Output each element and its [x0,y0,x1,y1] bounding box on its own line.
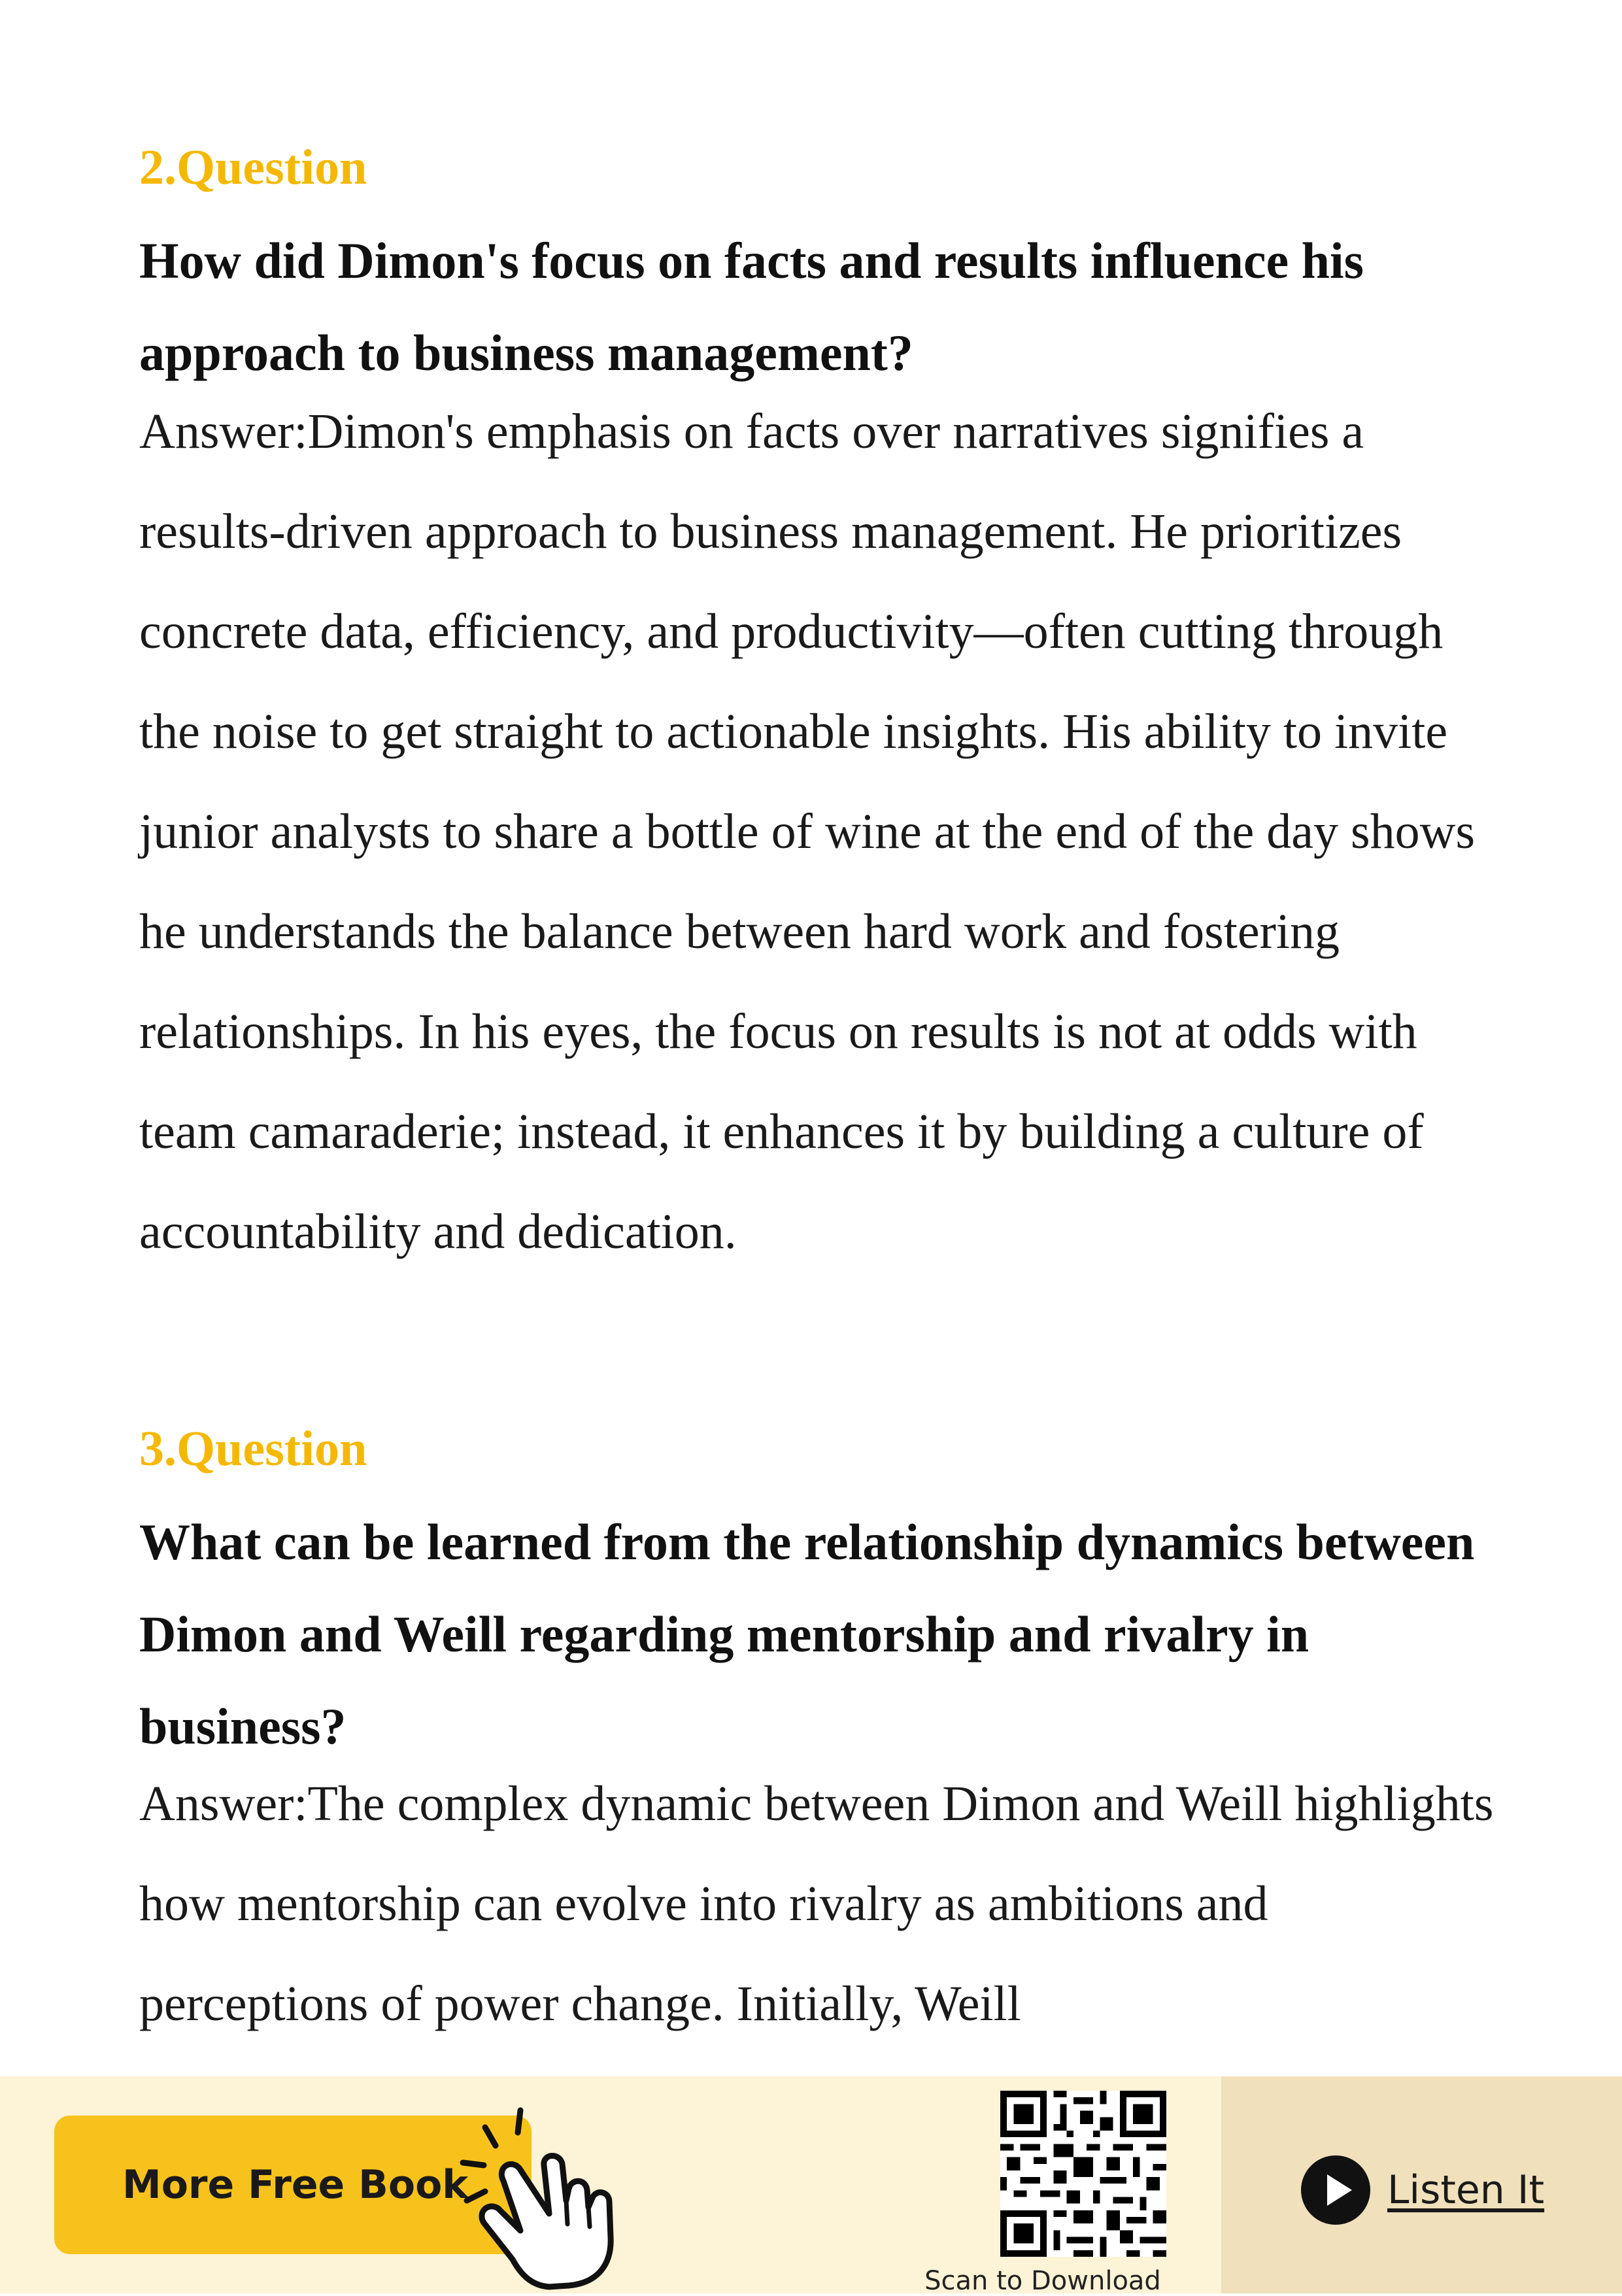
answer-2-text: Answer:Dimon's emphasis on facts over narratives signifies a results-driven approach to business management. He prioritizes concrete data, efficiency, and productivity—often cutting through the noise to get straight to actionable insights. His ability to invite junior analysts to share a bottle of wine at the end of the day shows he understands the balance between hard work and fostering relationships. In his eyes, the focus on results is not at odds with team camaraderie; instead, it enhances it by building a culture of accountability and dedication. [139,404,1476,1259]
question-3-text: What can be learned from the relationship dynamics between Dimon and Weill regarding mentorship and rivalry in business? [139,1513,1475,1755]
question-2-text: How did Dimon's focus on facts and results influence his approach to business management? [139,232,1364,381]
qr-code-icon[interactable] [1000,2091,1166,2257]
play-circle-icon [1301,2155,1370,2225]
footer-bar [0,2076,1622,2296]
pointing-hand-icon [458,2102,628,2292]
question-3-label: 3.Question [139,1421,367,1476]
question-2-label: 2.Question [139,140,367,195]
scan-to-download-label: Scan to Download [924,2266,1161,2296]
listen-it-button[interactable] [1301,2155,1544,2225]
answer-3-text: Answer:The complex dynamic between Dimon and Weill highlights how mentorship can evolve into rivalry as ambitions and perceptions of power change. Initially, Weill [139,1776,1494,2031]
more-free-book-label: More Free Book [122,2162,469,2208]
listen-it-label: Listen It [1387,2167,1545,2213]
